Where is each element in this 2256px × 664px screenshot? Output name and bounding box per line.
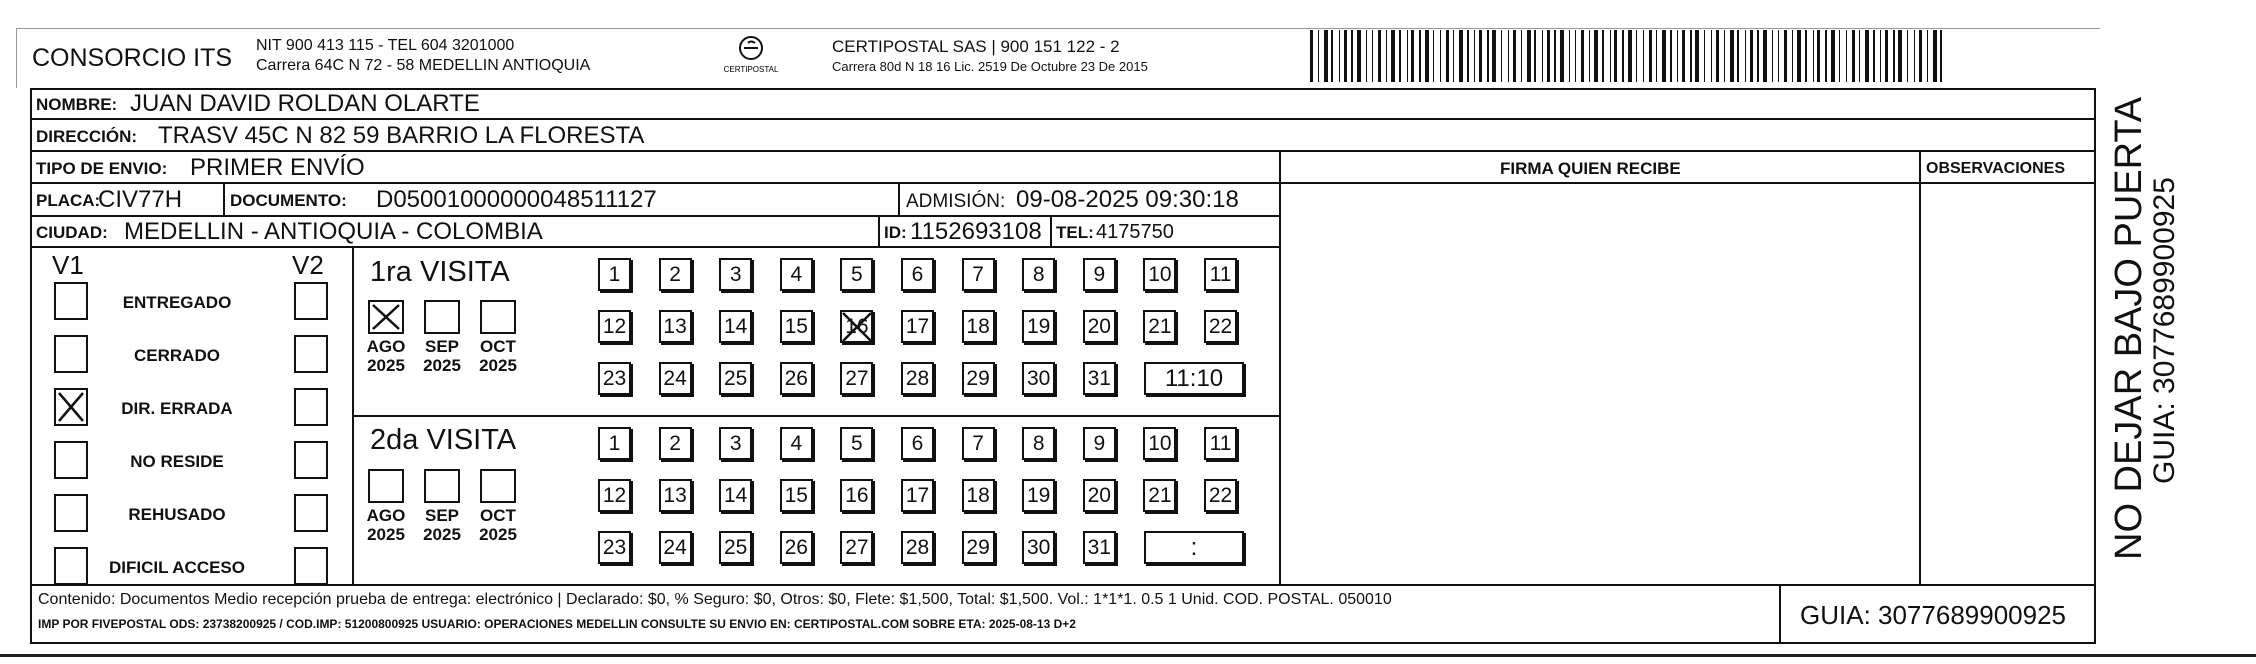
day-box[interactable]: 17 bbox=[901, 479, 934, 512]
day-box[interactable]: 9 bbox=[1083, 427, 1116, 460]
day-box[interactable]: 14 bbox=[719, 310, 752, 343]
day-box[interactable]: 4 bbox=[780, 258, 813, 291]
firma-header: FIRMA QUIEN RECIBE bbox=[1500, 159, 1681, 178]
day-box[interactable]: 11 bbox=[1204, 427, 1237, 460]
day-box[interactable]: 19 bbox=[1022, 310, 1055, 343]
status-label: DIR. ERRADA bbox=[121, 399, 233, 418]
month-year: 2025 bbox=[367, 524, 405, 544]
id-label: ID: bbox=[884, 223, 907, 242]
month-name: AGO bbox=[366, 506, 406, 525]
month-checkbox[interactable] bbox=[480, 300, 516, 334]
day-box[interactable]: 3 bbox=[719, 258, 752, 291]
day-box[interactable]: 27 bbox=[840, 531, 873, 564]
status-label: NO RESIDE bbox=[130, 452, 224, 471]
day-box[interactable]: 8 bbox=[1022, 427, 1055, 460]
id-value: 1152693108 bbox=[910, 218, 1042, 245]
day-box[interactable]: 3 bbox=[719, 427, 752, 460]
day-box[interactable]: 2 bbox=[659, 258, 692, 291]
v1-checkbox[interactable] bbox=[54, 494, 88, 532]
month-label bbox=[414, 338, 470, 375]
day-box[interactable]: 16 bbox=[840, 479, 873, 512]
month-checkbox[interactable] bbox=[424, 469, 460, 503]
day-box[interactable]: 31 bbox=[1083, 531, 1116, 564]
day-box[interactable]: 23 bbox=[598, 531, 631, 564]
month-checkbox[interactable] bbox=[368, 300, 404, 334]
day-box[interactable]: 21 bbox=[1143, 479, 1176, 512]
tipo-value: PRIMER ENVÍO bbox=[190, 154, 365, 181]
status-label: DIFICIL ACCESO bbox=[108, 558, 245, 577]
month-label bbox=[358, 507, 414, 544]
v2-checkbox[interactable] bbox=[294, 494, 328, 532]
day-box[interactable]: 1 bbox=[598, 427, 631, 460]
day-box[interactable]: 28 bbox=[901, 362, 934, 395]
day-box[interactable]: 2 bbox=[659, 427, 692, 460]
day-box[interactable]: 31 bbox=[1083, 362, 1116, 395]
v1-checkbox[interactable] bbox=[54, 388, 88, 426]
day-box[interactable]: 26 bbox=[780, 362, 813, 395]
day-box[interactable]: 29 bbox=[962, 531, 995, 564]
side-warning: NO DEJAR BAJO PUERTA bbox=[2108, 96, 2150, 560]
v2-checkbox[interactable] bbox=[294, 335, 328, 373]
day-box[interactable]: 12 bbox=[598, 310, 631, 343]
nombre-value: JUAN DAVID ROLDAN OLARTE bbox=[130, 90, 480, 117]
direccion-value: TRASV 45C N 82 59 BARRIO LA FLORESTA bbox=[158, 122, 645, 149]
day-box[interactable]: 4 bbox=[780, 427, 813, 460]
nit-line: NIT 900 413 115 - TEL 604 3201000 bbox=[256, 37, 515, 54]
month-label bbox=[470, 338, 526, 375]
month-label bbox=[414, 507, 470, 544]
placa-value: CIV77H bbox=[98, 186, 183, 213]
time-box[interactable]: : bbox=[1144, 531, 1244, 564]
day-box[interactable]: 18 bbox=[962, 479, 995, 512]
status-label: CERRADO bbox=[134, 346, 220, 365]
day-box[interactable]: 12 bbox=[598, 479, 631, 512]
day-box[interactable]: 25 bbox=[719, 362, 752, 395]
carrier-line: CERTIPOSTAL SAS | 900 151 122 - 2 bbox=[832, 37, 1120, 56]
month-name: OCT bbox=[480, 506, 516, 525]
ciudad-value: MEDELLIN - ANTIOQUIA - COLOMBIA bbox=[124, 218, 543, 245]
day-box[interactable]: 22 bbox=[1204, 479, 1237, 512]
day-box[interactable]: 11 bbox=[1204, 258, 1237, 291]
admision-value: 09-08-2025 09:30:18 bbox=[1016, 186, 1239, 213]
month-year: 2025 bbox=[423, 355, 461, 375]
day-box[interactable]: 24 bbox=[659, 362, 692, 395]
v2-checkbox[interactable] bbox=[294, 441, 328, 479]
day-box[interactable]: 29 bbox=[962, 362, 995, 395]
v1-checkbox[interactable] bbox=[54, 282, 88, 320]
svg-text:CERTIPOSTAL: CERTIPOSTAL bbox=[723, 65, 779, 74]
day-box[interactable]: 24 bbox=[659, 531, 692, 564]
day-box[interactable]: 30 bbox=[1022, 531, 1055, 564]
day-box[interactable]: 19 bbox=[1022, 479, 1055, 512]
day-box[interactable]: 10 bbox=[1143, 258, 1176, 291]
month-name: AGO bbox=[366, 337, 406, 356]
time-box[interactable]: 11:10 bbox=[1144, 362, 1244, 395]
day-box[interactable]: 7 bbox=[962, 427, 995, 460]
status-label: ENTREGADO bbox=[122, 293, 232, 312]
month-name: SEP bbox=[424, 337, 460, 356]
certipostal-logo bbox=[723, 34, 779, 76]
day-box[interactable]: 13 bbox=[659, 310, 692, 343]
month-year: 2025 bbox=[479, 524, 517, 544]
day-box[interactable]: 20 bbox=[1083, 479, 1116, 512]
address-line: Carrera 64C N 72 - 58 MEDELLIN ANTIOQUIA bbox=[256, 57, 591, 74]
nombre-label: NOMBRE: bbox=[36, 95, 118, 114]
day-box[interactable]: 20 bbox=[1083, 310, 1116, 343]
day-box[interactable]: 17 bbox=[901, 310, 934, 343]
month-year: 2025 bbox=[479, 355, 517, 375]
day-box[interactable]: 14 bbox=[719, 479, 752, 512]
day-box[interactable]: 28 bbox=[901, 531, 934, 564]
day-box[interactable]: 1 bbox=[598, 258, 631, 291]
side-guia: GUIA: 3077689900925 bbox=[2148, 177, 2181, 484]
day-box[interactable]: 25 bbox=[719, 531, 752, 564]
day-box[interactable]: 21 bbox=[1143, 310, 1176, 343]
day-box[interactable]: 5 bbox=[840, 427, 873, 460]
visit1-title: 1ra VISITA bbox=[370, 256, 510, 288]
tipo-label: TIPO DE ENVIO: bbox=[36, 159, 168, 178]
month-name: OCT bbox=[480, 337, 516, 356]
month-year: 2025 bbox=[367, 355, 405, 375]
footer-guia: GUIA: 3077689900925 bbox=[1800, 600, 2066, 630]
footer-contenido: Contenido: Documentos Medio recepción prueba de entrega: electrónico | Declarado: $0, % Seguro: $0, Otros: $0, Flete: $1,500, Total: $1,500. Vol.: 1*1*1. 0.5 1 Unid. COD. POSTAL. 050010 bbox=[38, 591, 1392, 608]
v1-checkbox[interactable] bbox=[54, 547, 88, 585]
month-name: SEP bbox=[424, 506, 460, 525]
observaciones-header: OBSERVACIONES bbox=[1926, 160, 2065, 177]
v2-label: V2 bbox=[292, 250, 324, 280]
day-box[interactable]: 26 bbox=[780, 531, 813, 564]
day-box[interactable]: 13 bbox=[659, 479, 692, 512]
month-checkbox[interactable] bbox=[368, 469, 404, 503]
day-box[interactable]: 23 bbox=[598, 362, 631, 395]
tel-value: 4175750 bbox=[1096, 221, 1174, 243]
day-box[interactable]: 10 bbox=[1143, 427, 1176, 460]
documento-value: D05001000000048511127 bbox=[376, 186, 657, 213]
day-box[interactable]: 6 bbox=[901, 427, 934, 460]
month-label bbox=[470, 507, 526, 544]
v2-checkbox[interactable] bbox=[294, 547, 328, 585]
documento-label: DOCUMENTO: bbox=[230, 191, 347, 210]
month-year: 2025 bbox=[423, 524, 461, 544]
day-box[interactable]: 5 bbox=[840, 258, 873, 291]
day-box[interactable]: 6 bbox=[901, 258, 934, 291]
carrier-license: Carrera 80d N 18 16 Lic. 2519 De Octubre 23 De 2015 bbox=[832, 59, 1148, 74]
day-box[interactable]: 16 bbox=[840, 310, 873, 343]
company-name: CONSORCIO ITS bbox=[32, 44, 233, 72]
day-cross-mark bbox=[840, 310, 874, 353]
month-label bbox=[358, 338, 414, 375]
visit2-title: 2da VISITA bbox=[370, 424, 517, 456]
month-checkbox[interactable] bbox=[424, 300, 460, 334]
day-box[interactable]: 18 bbox=[962, 310, 995, 343]
v1-checkbox[interactable] bbox=[54, 441, 88, 479]
day-box[interactable]: 9 bbox=[1083, 258, 1116, 291]
month-checkbox[interactable] bbox=[480, 469, 516, 503]
day-box[interactable]: 8 bbox=[1022, 258, 1055, 291]
v2-checkbox[interactable] bbox=[294, 282, 328, 320]
day-box[interactable]: 7 bbox=[962, 258, 995, 291]
direccion-label: DIRECCIÓN: bbox=[36, 127, 138, 146]
barcode bbox=[1310, 30, 1946, 82]
status-label: REHUSADO bbox=[128, 505, 226, 524]
day-box[interactable]: 22 bbox=[1204, 310, 1237, 343]
day-box[interactable]: 30 bbox=[1022, 362, 1055, 395]
admision-label: ADMISIÓN: bbox=[906, 191, 1006, 212]
tel-label: TEL: bbox=[1056, 223, 1094, 242]
v1-label: V1 bbox=[52, 250, 84, 280]
v2-checkbox[interactable] bbox=[294, 388, 328, 426]
placa-label: PLACA: bbox=[36, 191, 101, 210]
day-box[interactable]: 15 bbox=[780, 479, 813, 512]
ciudad-label: CIUDAD: bbox=[36, 223, 108, 242]
day-box[interactable]: 27 bbox=[840, 362, 873, 395]
day-box[interactable]: 15 bbox=[780, 310, 813, 343]
v1-checkbox[interactable] bbox=[54, 335, 88, 373]
footer-imp: IMP POR FIVEPOSTAL ODS: 23738200925 / COD.IMP: 51200800925 USUARIO: OPERACIONES MEDELLIN CONSULTE SU ENVIO EN: CERTIPOSTAL.COM SOBRE ETA: 2025-08-13 D+2 bbox=[38, 617, 1076, 631]
